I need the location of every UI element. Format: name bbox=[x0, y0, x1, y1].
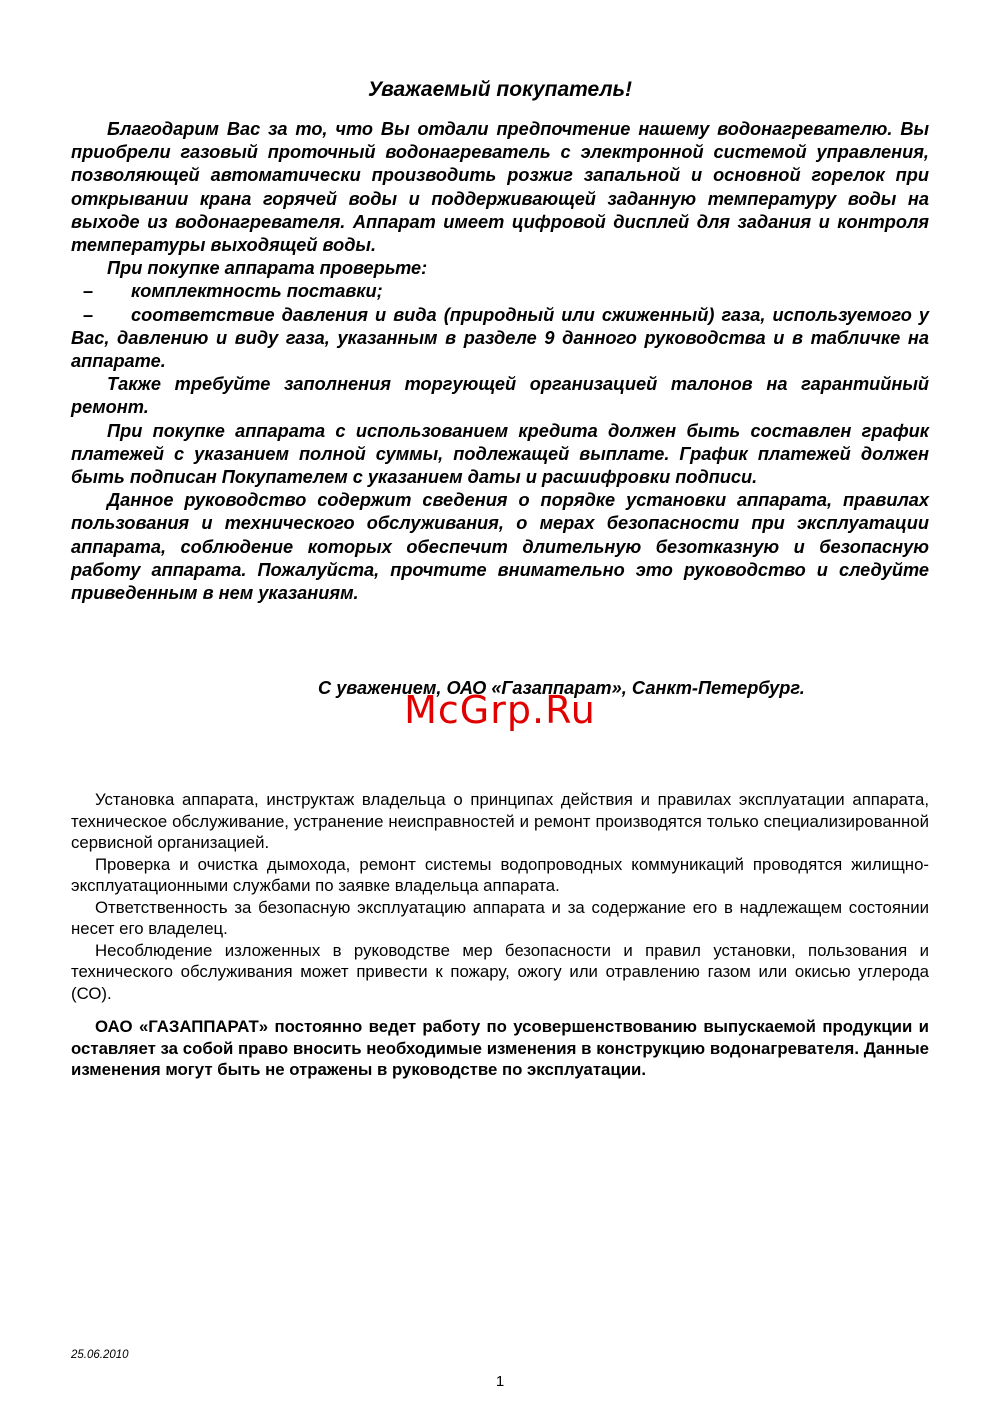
notes-section bbox=[71, 789, 929, 1004]
greeting-heading: Уважаемый покупатель! bbox=[367, 78, 633, 101]
check-item-text: соответствие давления и вида (природный или сжиженный) газа, используемого у Вас, давлению и виду газа, указанным в разделе 9 данного руководства и в табличке на аппарате. bbox=[71, 304, 929, 372]
manual-paragraph: Данное руководство содержит сведения о порядке установки аппарата, правилах пользования и технического обслуживания, о мерах безопасности при эксплуатации аппарата, соблюдение которых обеспечит длительную безотказную и безопасную работу аппарата. Пожалуйста, прочтите внимательно это руководство и следуйте приведенным в нем указаниям. bbox=[71, 490, 929, 604]
check-item-text: комплектность поставки; bbox=[131, 281, 383, 302]
footer-date: 25.06.2010 bbox=[71, 1349, 129, 1361]
page-number: 1 bbox=[495, 1373, 505, 1390]
company-note: ОАО «ГАЗАППАРАТ» постоянно ведет работу по усовершенствованию выпускаемой продукции и оставляет за собой право вносить необходимые изменения в конструкцию водонагревателя. Данные изменения могут быть не отражены в руководстве по эксплуатации. bbox=[71, 1017, 929, 1079]
dash-bullet: – bbox=[83, 304, 94, 325]
signoff: С уважением, ОАО «Газаппарат», Санкт-Петербург. bbox=[318, 678, 805, 698]
dash-bullet: – bbox=[83, 281, 94, 302]
intro-paragraph: Благодарим Вас за то, что Вы отдали предпочтение нашему водонагревателю. Вы приобрели газовый проточный водонагреватель с электронной системой управления, позволяющей автоматически производить розжиг запальной и основной горелок при открывании крана горячей воды и поддерживающей заданную температуру воды на выходе из водонагревателя. Аппарат имеет цифровой дисплей для задания и контроля температуры выходящей воды. bbox=[71, 119, 929, 256]
check-item-completeness bbox=[71, 280, 929, 303]
watermark: McGrp.Ru bbox=[404, 688, 596, 732]
credit-paragraph: При покупке аппарата с использованием кредита должен быть составлен график платежей с указанием полной суммы, подлежащей выплате. График платежей должен быть подписан Покупателем с указанием даты и расшифровки подписи. bbox=[71, 420, 929, 488]
warranty-paragraph: Также требуйте заполнения торгующей организацией талонов на гарантийный ремонт. bbox=[71, 374, 929, 418]
intro-section bbox=[71, 118, 929, 605]
note-installation: Установка аппарата, инструктаж владельца о принципах действия и правилах эксплуатации аппарата, техническое обслуживание, устранение неисправностей и ремонт производятся только специализированной сервисной организацией. bbox=[71, 790, 929, 852]
check-item-gas bbox=[71, 304, 929, 374]
note-safety: Несоблюдение изложенных в руководстве мер безопасности и правил установки, пользования и технического обслуживания может привести к пожару, ожогу или отравлению газом или окисью углерода (СО). bbox=[71, 940, 929, 1003]
note-chimney: Проверка и очистка дымохода, ремонт системы водопроводных коммуникаций проводятся жилищно-эксплуатационными службами по заявке владельца аппарата. bbox=[71, 854, 929, 895]
check-heading: При покупке аппарата проверьте: bbox=[107, 258, 428, 279]
note-responsibility: Ответственность за безопасную эксплуатацию аппарата и за содержание его в надлежащем состоянии несет его владелец. bbox=[71, 897, 929, 938]
